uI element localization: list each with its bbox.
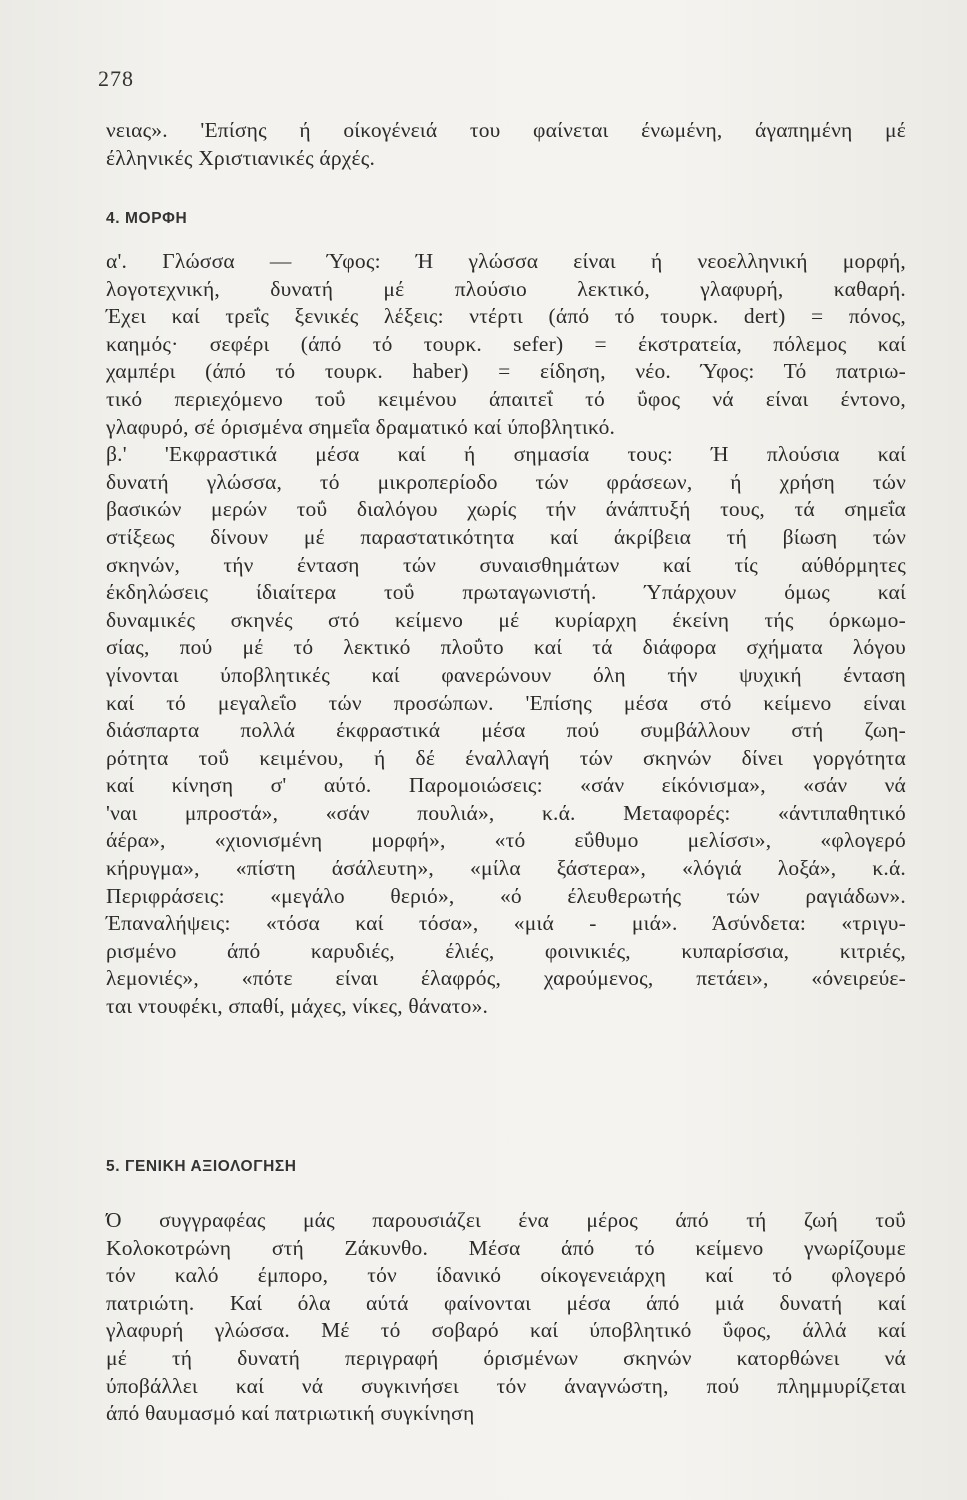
text-line: τόν καλό έμπορο, τόν ίδανικό οίκογενειάρχη καί τό φλογερό — [106, 1263, 906, 1288]
text-line: α'. Γλώσσα — Ύφος: Ή γλώσσα είναι ή νεοελληνική μορφή, — [106, 249, 906, 273]
text-line: άέρα», «χιονισμένη μορφή», «τό εΰθυμο μελίσσι», «φλογερό — [106, 828, 906, 853]
page-number: 278 — [98, 66, 134, 91]
section-heading-geniki-axiologisi: 5. ΓΕΝΙΚΗ ΑΞΙΟΛΟΓΗΣΗ — [106, 1158, 297, 1175]
section-heading-morfi: 4. ΜΟΡΦΗ — [106, 210, 188, 227]
text-line: κήρυγμα», «πίστη άσάλευτη», «μίλα ξάστερα», «λόγιά λοξά», κ.ά. — [106, 856, 906, 881]
text-line: έλληνικές Χριστιανικές άρχές. — [106, 145, 376, 170]
text-line: ρισμένο άπό καρυδιές, έλιές, φοινικιές, κυπαρίσσια, κιτριές, — [106, 938, 906, 963]
intro-paragraph — [106, 117, 906, 172]
text-line: Κολοκοτρώνη στή Ζάκυνθο. Μέσα άπό τό κείμενο γνωρίζουμε — [106, 1235, 906, 1260]
text-line: Περιφράσεις: «μεγάλο θεριό», «ό έλευθερωτής τών ραγιάδων». — [106, 883, 906, 908]
text-line: χαμπέρι (άπό τό τουρκ. haber) = είδηση, νέο. Ύφος: Τό πατριω- — [106, 359, 906, 384]
text-line: Έπαναλήψεις: «τόσα καί τόσα», «μιά - μιά». Άσύνδετα: «τριγυ- — [106, 911, 906, 936]
text-line: δυνατή γλώσσα, τό μικροπερίοδο τών φράσεων, ή χρήση τών — [106, 469, 906, 494]
text-line: Έχει καί τρεΐς ξενικές λέξεις: ντέρτι (άπό τό τουρκ. dert) = πόνος, — [106, 304, 906, 329]
text-line: γλαφυρό, σέ όρισμένα σημεΐα δραματικό καί ύποβλητικό. — [106, 414, 616, 439]
text-line: βασικών μερών τοΰ διαλόγου χωρίς τήν άνάπτυξή τους, τά σημεΐα — [106, 497, 906, 522]
text-line: τικό περιεχόμενο τοΰ κειμένου άπαιτεΐ τό ΰφος νά είναι έντονο, — [106, 386, 906, 411]
text-line: πατριώτη. Καί όλα αύτά φαίνονται μέσα άπό μιά δυνατή καί — [106, 1290, 906, 1315]
text-line: καί κίνηση σ' αύτό. Παρομοιώσεις: «σάν είκόνισμα», «σάν νά — [106, 773, 906, 798]
text-line: δυναμικές σκηνές στό κείμενο μέ κυρίαρχη έκείνη τής όρκωμο- — [106, 607, 906, 632]
text-line: σίας, πού μέ τό λεκτικό πλοΰτο καί τά διάφορα σχήματα λόγου — [106, 635, 906, 660]
text-line: 'ναι μπροστά», «σάν πουλιά», κ.ά. Μεταφορές: «άντιπαθητικό — [106, 800, 906, 825]
text-line: β.' 'Εκφραστικά μέσα καί ή σημασία τους: Ή πλούσια καί — [106, 442, 906, 467]
text-line: γλαφυρή γλώσσα. Μέ τό σοβαρό καί ύποβλητικό ΰφος, άλλά καί — [106, 1318, 906, 1343]
text-line: στίξεως δίνουν μέ παραστατικότητα καί άκρίβεια τή βίωση τών — [106, 524, 906, 549]
section-geniki-axiologisi-body — [106, 1207, 906, 1428]
text-line: Ό συγγραφέας μάς παρουσιάζει ένα μέρος άπό τή ζωή τοΰ — [106, 1208, 906, 1232]
text-line: νειας». 'Επίσης ή οίκογένειά του φαίνεται ένωμένη, άγαπημένη μέ — [106, 118, 906, 142]
text-line: λογοτεχνική, δυνατή μέ πλούσιο λεκτικό, γλαφυρή, καθαρή. — [106, 276, 906, 301]
text-line: μέ τή δυνατή περιγραφή όρισμένων σκηνών κατορθώνει νά — [106, 1345, 906, 1370]
text-line: ρότητα τοΰ κειμένου, ή δέ έναλλαγή τών σκηνών δίνει γοργότητα — [106, 745, 906, 770]
text-line: λεμονιές», «πότε είναι έλαφρός, χαρούμενος, πετάει», «όνειρεύε- — [106, 966, 906, 991]
text-line: διάσπαρτα πολλά έκφραστικά μέσα πού συμβάλλουν στή ζωη- — [106, 718, 906, 743]
text-line: καί τό μεγαλεΐο τών προσώπων. 'Επίσης μέσα στό κείμενο είναι — [106, 690, 906, 715]
text-line: άπό θαυμασμό καί πατριωτική συγκίνηση — [106, 1401, 475, 1426]
text-line: έκδηλώσεις ίδιαίτερα τοΰ πρωταγωνιστή. Ύπάρχουν όμως καί — [106, 580, 906, 605]
text-line: ται ντουφέκι, σπαθί, μάχες, νίκες, θάνατο». — [106, 994, 489, 1019]
text-line: καημός· σεφέρι (άπό τό τουρκ. sefer) = έκστρατεία, πόλεμος καί — [106, 331, 906, 356]
text-line: σκηνών, τήν ένταση τών συναισθημάτων καί τίς αύθόρμητες — [106, 552, 906, 577]
text-line: ύποβάλλει καί νά συγκινήσει τόν άναγνώστη, πού πλημμυρίζεται — [106, 1373, 906, 1398]
text-line: γίνονται ύποβλητικές καί φανερώνουν όλη τήν ψυχική ένταση — [106, 662, 906, 687]
section-morfi-body — [106, 248, 906, 1021]
